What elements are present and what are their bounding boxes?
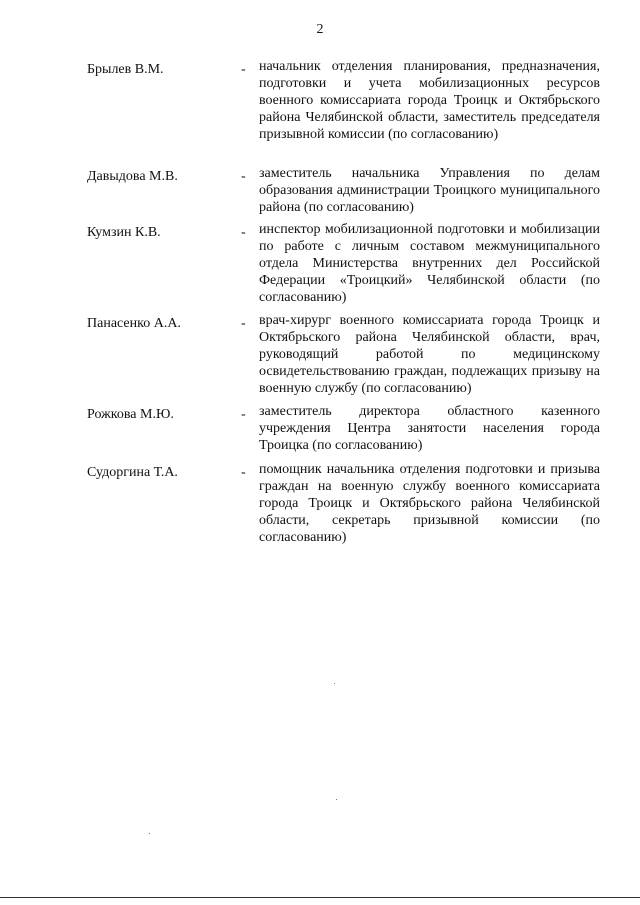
member-dash: - <box>241 169 246 184</box>
scan-speck <box>334 683 335 684</box>
member-role: начальник отделения планирования, предназначения, подготовки и учета мобилизационных ресурсов военного комиссариата города Троицк и Октябрьского района Челябинской области, заместитель председателя призывной комиссии (по согласованию) <box>259 59 600 142</box>
member-dash: - <box>241 225 246 240</box>
member-entry <box>0 165 640 221</box>
scan-speck <box>336 799 337 800</box>
member-name: Брылев В.М. <box>87 62 164 77</box>
member-name: Рожкова М.Ю. <box>87 407 174 422</box>
member-dash: - <box>241 62 246 77</box>
member-name: Кумзин К.В. <box>87 225 161 240</box>
member-name: Давыдова М.В. <box>87 169 178 184</box>
member-entry <box>0 312 640 403</box>
member-role: врач-хирург военного комиссариата города Троицк и Октябрьского района Челябинской области, врач, руководящий работой по медицинскому освидетельствованию граждан, подлежащих призыву на военную службу (по согласованию) <box>259 313 600 396</box>
member-name: Панасенко А.А. <box>87 316 181 331</box>
bottom-edge-line <box>0 897 640 898</box>
member-role: помощник начальника отделения подготовки и призыва граждан на военную службу военного комиссариата города Троицк и Октябрьского района Челябинской области, секретарь призывной комиссии (по согласованию) <box>259 462 600 545</box>
member-role: инспектор мобилизационной подготовки и мобилизации по работе с личным составом межмуниципального отдела Министерства внутренних дел Российской Федерации «Троицкий» Челябинской области (по согласованию) <box>259 222 600 305</box>
member-entry <box>0 221 640 312</box>
member-role: заместитель начальника Управления по делам образования администрации Троицкого муниципального района (по согласованию) <box>259 166 600 215</box>
page-number: 2 <box>316 22 324 37</box>
member-dash: - <box>241 407 246 422</box>
member-entry <box>0 461 640 551</box>
member-name: Судоргина Т.А. <box>87 465 178 480</box>
member-entry <box>0 58 640 165</box>
commission-members-list <box>0 58 640 551</box>
member-role: заместитель директора областного казенного учреждения Центра занятости населения города Троицка (по согласованию) <box>259 404 600 453</box>
member-dash: - <box>241 316 246 331</box>
member-dash: - <box>241 465 246 480</box>
scan-speck <box>149 833 150 834</box>
member-entry <box>0 403 640 461</box>
